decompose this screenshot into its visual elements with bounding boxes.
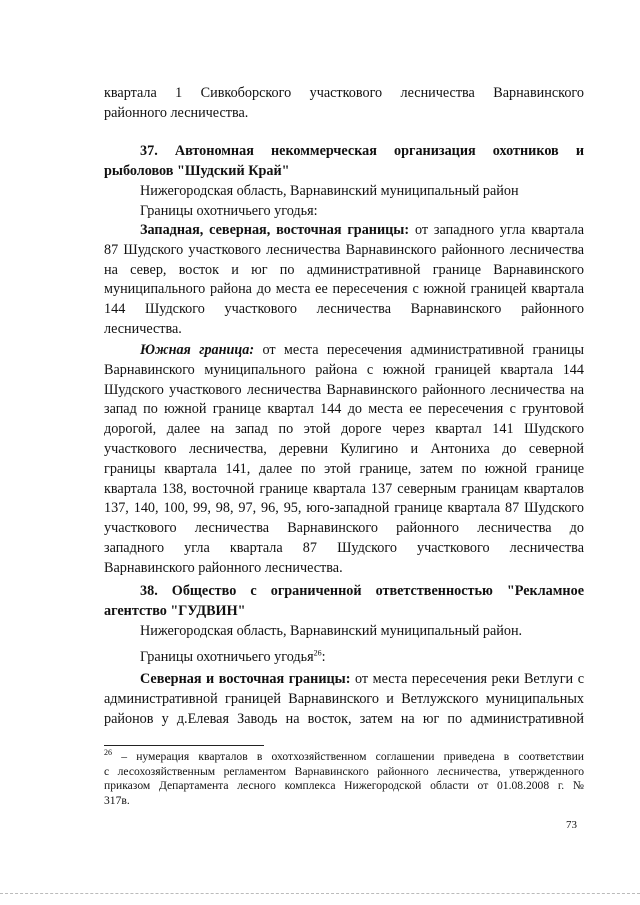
text-line: агентство "ГУДВИН" <box>104 602 246 619</box>
text-line: западного угла квартала 87 Шудского участкового лесничества <box>104 539 584 556</box>
text-line: с лесохозяйственным регламентом Варнавинского районного лесничества, утвержденного <box>104 764 584 778</box>
text-line: Нижегородская область, Варнавинский муниципальный район. <box>140 623 523 639</box>
intro-paragraph <box>104 84 584 124</box>
footnote <box>104 750 584 808</box>
text-line <box>104 221 584 241</box>
text-line <box>104 648 584 668</box>
text-line: 317в. <box>104 793 130 807</box>
text-line: квартала 138, восточной границе квартала 137 северным границам кварталов <box>104 480 584 497</box>
text-line: районного лесничества. <box>104 104 249 121</box>
section-38-bounds-heading <box>104 648 584 668</box>
text-line <box>104 670 584 690</box>
text-line: Варнавинского районного лесничества. <box>104 559 343 576</box>
text-line: 37. Автономная некоммерческая организация охотников и <box>140 143 584 159</box>
text-span: – нумерация кварталов в охотхозяйственном соглашении приведена в соответствии <box>112 750 584 763</box>
footnote-ref: 26 <box>313 648 322 658</box>
boundary-label: Южная граница: <box>140 342 255 358</box>
boundary-label: Северная и восточная границы: <box>140 671 351 687</box>
section-37-south <box>104 341 584 579</box>
text-span: : <box>321 649 326 665</box>
section-37-region <box>104 182 584 222</box>
section-38-title <box>104 582 584 622</box>
footnote-mark: 26 <box>104 748 112 758</box>
text-line: участкового лесничества Варнавинского районного лесничества до <box>104 520 584 537</box>
text-line: административной границей Варнавинского и Ветлужского муниципальных <box>104 690 584 707</box>
text-line <box>104 750 584 765</box>
text-span: от места пересечения административной границы <box>254 342 584 358</box>
text-line: Нижегородская область, Варнавинский муниципальный район <box>140 183 519 199</box>
text-span: от западного угла квартала <box>409 222 584 238</box>
text-line: 137, 140, 100, 99, 98, 97, 96, 95, юго-западной границе квартала 87 Шудского <box>104 500 584 517</box>
text-line: районов у д.Елевая Заводь на восток, затем на юг по административной <box>104 710 584 727</box>
section-37-west-north-east <box>104 221 584 340</box>
section-37-title <box>104 142 584 182</box>
text-line: на север, восток и юг по административной границе Варнавинского <box>104 261 584 278</box>
text-line: муниципального района до места ее пересечения с южной границей квартала <box>104 281 584 298</box>
text-line: границы квартала 141, далее по этой границе, затем по южной границе <box>104 460 584 477</box>
text-line: Шудского участкового лесничества Варнавинского районного лесничества на <box>104 381 584 398</box>
section-38-region <box>104 622 584 642</box>
page-number: 73 <box>566 819 577 831</box>
text-span: от места пересечения реки Ветлуги с <box>350 671 584 687</box>
text-line: 144 Шудского участкового лесничества Варнавинского районного <box>104 301 584 318</box>
text-line <box>104 341 584 361</box>
text-line: Границы охотничьего угодья: <box>140 202 318 219</box>
text-line: 38. Общество с ограниченной ответственностью "Рекламное <box>140 583 584 599</box>
text-line: Варнавинского муниципального района с южной границей квартала 144 <box>104 361 584 378</box>
text-line: 87 Шудского участкового лесничества Варнавинского районного лесничества <box>104 241 584 258</box>
boundary-label: Западная, северная, восточная границы: <box>140 222 410 238</box>
text-line: квартала 1 Сивкоборского участкового лесничества Варнавинского <box>104 85 584 101</box>
text-line: рыболовов "Шудский Край" <box>104 162 290 179</box>
text-line: дорогой, далее на запад по этой дороге через квартал 141 Шудского <box>104 421 584 438</box>
text-line: приказом Департамента лесного комплекса Нижегородской области от 01.08.2008 г. № <box>104 779 584 793</box>
text-line: лесничества. <box>104 320 182 337</box>
section-38-north-east <box>104 670 584 729</box>
scan-edge-divider <box>0 893 640 894</box>
footnote-divider <box>104 745 264 746</box>
text-line: запад по южной границе квартал 144 до места ее пересечения с грунтовой <box>104 401 584 418</box>
text-span: Границы охотничьего угодья <box>140 649 314 665</box>
text-line: участкового лесничества, деревни Кулигино и Антониха до северной <box>104 440 584 457</box>
